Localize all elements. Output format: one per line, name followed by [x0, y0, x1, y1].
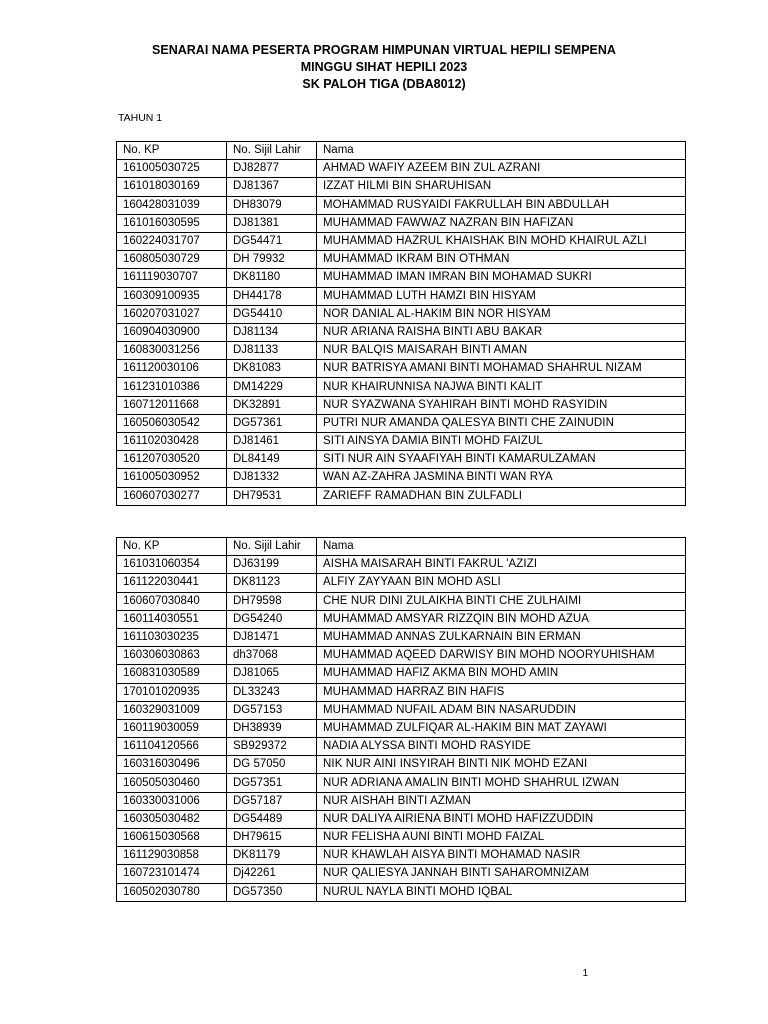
- document-title: [0, 42, 768, 93]
- nama-cell: WAN AZ-ZAHRA JASMINA BINTI WAN RYA: [317, 469, 686, 487]
- title-line-1: SENARAI NAMA PESERTA PROGRAM HIMPUNAN VIRTUAL HEPILI SEMPENA: [152, 43, 616, 57]
- nama-cell: NUR BATRISYA AMANI BINTI MOHAMAD SHAHRUL NIZAM: [317, 360, 686, 378]
- table-row: [117, 665, 686, 683]
- sijil-cell: SB929372: [227, 738, 317, 756]
- table-row: [117, 574, 686, 592]
- table-row: [117, 342, 686, 360]
- sijil-cell: DL33243: [227, 683, 317, 701]
- title-line-2: MINGGU SIHAT HEPILI 2023: [300, 60, 468, 74]
- nama-cell: AHMAD WAFIY AZEEM BIN ZUL AZRANI: [317, 160, 686, 178]
- nama-cell: NUR QALIESYA JANNAH BINTI SAHAROMNIZAM: [317, 865, 686, 883]
- sijil-cell: DK32891: [227, 396, 317, 414]
- table-row: [117, 414, 686, 432]
- nama-cell: SITI NUR AIN SYAAFIYAH BINTI KAMARULZAMAN: [317, 451, 686, 469]
- column-header-sijil: No. Sijil Lahir: [227, 142, 317, 160]
- nama-cell: MUHAMMAD IMAN IMRAN BIN MOHAMAD SUKRI: [317, 269, 686, 287]
- sijil-cell: DG57351: [227, 774, 317, 792]
- sijil-cell: DG54240: [227, 610, 317, 628]
- kp-cell: 160607030277: [117, 487, 227, 505]
- nama-cell: ZARIEFF RAMADHAN BIN ZULFADLI: [317, 487, 686, 505]
- nama-cell: NUR SYAZWANA SYAHIRAH BINTI MOHD RASYIDIN: [317, 396, 686, 414]
- kp-cell: 160330031006: [117, 792, 227, 810]
- sijil-cell: DM14229: [227, 378, 317, 396]
- sijil-cell: DG 57050: [227, 756, 317, 774]
- nama-cell: SITI AINSYA DAMIA BINTI MOHD FAIZUL: [317, 433, 686, 451]
- nama-cell: MUHAMMAD ZULFIQAR AL-HAKIM BIN MAT ZAYAWI: [317, 719, 686, 737]
- kp-cell: 160805030729: [117, 251, 227, 269]
- kp-cell: 160505030460: [117, 774, 227, 792]
- nama-cell: MUHAMMAD LUTH HAMZI BIN HISYAM: [317, 287, 686, 305]
- kp-cell: 160831030589: [117, 665, 227, 683]
- kp-cell: 161016030595: [117, 214, 227, 232]
- kp-cell: 161207030520: [117, 451, 227, 469]
- sijil-cell: DK81083: [227, 360, 317, 378]
- kp-cell: 161231010386: [117, 378, 227, 396]
- table-row: [117, 792, 686, 810]
- nama-cell: MUHAMMAD AQEED DARWISY BIN MOHD NOORYUHISHAM: [317, 647, 686, 665]
- sijil-cell: DH79615: [227, 829, 317, 847]
- nama-cell: NOR DANIAL AL-HAKIM BIN NOR HISYAM: [317, 305, 686, 323]
- sijil-cell: DJ81367: [227, 178, 317, 196]
- table-row: [117, 378, 686, 396]
- nama-cell: MUHAMMAD NUFAIL ADAM BIN NASARUDDIN: [317, 701, 686, 719]
- section-label: TAHUN 1: [118, 112, 163, 124]
- kp-cell: 161119030707: [117, 269, 227, 287]
- table-row: [117, 847, 686, 865]
- table-row: [117, 865, 686, 883]
- sijil-cell: DG57361: [227, 414, 317, 432]
- nama-cell: CHE NUR DINI ZULAIKHA BINTI CHE ZULHAIMI: [317, 592, 686, 610]
- column-header-kp: No. KP: [117, 142, 227, 160]
- table-header-row: [117, 142, 686, 160]
- kp-cell: 161103030235: [117, 628, 227, 646]
- nama-cell: NUR ADRIANA AMALIN BINTI MOHD SHAHRUL IZWAN: [317, 774, 686, 792]
- nama-cell: NUR FELISHA AUNI BINTI MOHD FAIZAL: [317, 829, 686, 847]
- nama-cell: MUHAMMAD AMSYAR RIZZQIN BIN MOHD AZUA: [317, 610, 686, 628]
- column-header-nama: Nama: [317, 538, 686, 556]
- kp-cell: 161005030952: [117, 469, 227, 487]
- sijil-cell: DJ81133: [227, 342, 317, 360]
- sijil-cell: DJ82877: [227, 160, 317, 178]
- kp-cell: 161102030428: [117, 433, 227, 451]
- nama-cell: MUHAMMAD HAZRUL KHAISHAK BIN MOHD KHAIRUL AZLI: [317, 232, 686, 250]
- table-row: [117, 647, 686, 665]
- nama-cell: ALFIY ZAYYAAN BIN MOHD ASLI: [317, 574, 686, 592]
- column-header-kp: No. KP: [117, 538, 227, 556]
- table-row: [117, 556, 686, 574]
- nama-cell: NADIA ALYSSA BINTI MOHD RASYIDE: [317, 738, 686, 756]
- participant-table-1: [116, 141, 686, 506]
- nama-cell: MOHAMMAD RUSYAIDI FAKRULLAH BIN ABDULLAH: [317, 196, 686, 214]
- sijil-cell: DG57187: [227, 792, 317, 810]
- table-row: [117, 592, 686, 610]
- nama-cell: NURUL NAYLA BINTI MOHD IQBAL: [317, 883, 686, 901]
- sijil-cell: DG54410: [227, 305, 317, 323]
- sijil-cell: DJ81471: [227, 628, 317, 646]
- table-row: [117, 269, 686, 287]
- table-row: [117, 883, 686, 901]
- kp-cell: 160506030542: [117, 414, 227, 432]
- kp-cell: 160207031027: [117, 305, 227, 323]
- table-row: [117, 683, 686, 701]
- nama-cell: PUTRI NUR AMANDA QALESYA BINTI CHE ZAINUDIN: [317, 414, 686, 432]
- table-row: [117, 701, 686, 719]
- nama-cell: MUHAMMAD ANNAS ZULKARNAIN BIN ERMAN: [317, 628, 686, 646]
- kp-cell: 170101020935: [117, 683, 227, 701]
- sijil-cell: DK81123: [227, 574, 317, 592]
- kp-cell: 160224031707: [117, 232, 227, 250]
- table-row: [117, 396, 686, 414]
- kp-cell: 160723101474: [117, 865, 227, 883]
- kp-cell: 160306030863: [117, 647, 227, 665]
- sijil-cell: DG54489: [227, 810, 317, 828]
- kp-cell: 160607030840: [117, 592, 227, 610]
- kp-cell: 160502030780: [117, 883, 227, 901]
- sijil-cell: DJ81461: [227, 433, 317, 451]
- sijil-cell: DH83079: [227, 196, 317, 214]
- sijil-cell: DH79531: [227, 487, 317, 505]
- kp-cell: 161120030106: [117, 360, 227, 378]
- sijil-cell: dh37068: [227, 647, 317, 665]
- sijil-cell: DK81179: [227, 847, 317, 865]
- table-row: [117, 360, 686, 378]
- kp-cell: 160309100935: [117, 287, 227, 305]
- sijil-cell: DL84149: [227, 451, 317, 469]
- nama-cell: MUHAMMAD IKRAM BIN OTHMAN: [317, 251, 686, 269]
- table-row: [117, 829, 686, 847]
- kp-cell: 161122030441: [117, 574, 227, 592]
- nama-cell: IZZAT HILMI BIN SHARUHISAN: [317, 178, 686, 196]
- nama-cell: MUHAMMAD FAWWAZ NAZRAN BIN HAFIZAN: [317, 214, 686, 232]
- table-row: [117, 810, 686, 828]
- kp-cell: 161018030169: [117, 178, 227, 196]
- kp-cell: 160114030551: [117, 610, 227, 628]
- sijil-cell: DG57153: [227, 701, 317, 719]
- nama-cell: NUR AISHAH BINTI AZMAN: [317, 792, 686, 810]
- table-row: [117, 774, 686, 792]
- sijil-cell: DG57350: [227, 883, 317, 901]
- kp-cell: 160428031039: [117, 196, 227, 214]
- kp-cell: 160119030059: [117, 719, 227, 737]
- table-row: [117, 305, 686, 323]
- kp-cell: 161129030858: [117, 847, 227, 865]
- sijil-cell: DJ81381: [227, 214, 317, 232]
- table-row: [117, 178, 686, 196]
- sijil-cell: DH38939: [227, 719, 317, 737]
- sijil-cell: DJ63199: [227, 556, 317, 574]
- table-row: [117, 756, 686, 774]
- kp-cell: 160316030496: [117, 756, 227, 774]
- nama-cell: AISHA MAISARAH BINTI FAKRUL 'AZIZI: [317, 556, 686, 574]
- table-row: [117, 232, 686, 250]
- table-row: [117, 160, 686, 178]
- kp-cell: 160329031009: [117, 701, 227, 719]
- sijil-cell: DJ81065: [227, 665, 317, 683]
- nama-cell: NIK NUR AINI INSYIRAH BINTI NIK MOHD EZANI: [317, 756, 686, 774]
- nama-cell: MUHAMMAD HARRAZ BIN HAFIS: [317, 683, 686, 701]
- sijil-cell: DH79598: [227, 592, 317, 610]
- nama-cell: NUR BALQIS MAISARAH BINTI AMAN: [317, 342, 686, 360]
- table-row: [117, 610, 686, 628]
- kp-cell: 160615030568: [117, 829, 227, 847]
- kp-cell: 161005030725: [117, 160, 227, 178]
- table-row: [117, 719, 686, 737]
- table-row: [117, 433, 686, 451]
- sijil-cell: DH44178: [227, 287, 317, 305]
- kp-cell: 161031060354: [117, 556, 227, 574]
- table-header-row: [117, 538, 686, 556]
- sijil-cell: DG54471: [227, 232, 317, 250]
- participant-table-2: [116, 537, 686, 902]
- table-row: [117, 469, 686, 487]
- kp-cell: 160712011668: [117, 396, 227, 414]
- kp-cell: 161104120566: [117, 738, 227, 756]
- table-row: [117, 323, 686, 341]
- column-header-sijil: No. Sijil Lahir: [227, 538, 317, 556]
- sijil-cell: DH 79932: [227, 251, 317, 269]
- table-row: [117, 214, 686, 232]
- kp-cell: 160830031256: [117, 342, 227, 360]
- table-row: [117, 251, 686, 269]
- kp-cell: 160305030482: [117, 810, 227, 828]
- sijil-cell: DK81180: [227, 269, 317, 287]
- nama-cell: MUHAMMAD HAFIZ AKMA BIN MOHD AMIN: [317, 665, 686, 683]
- sijil-cell: DJ81134: [227, 323, 317, 341]
- nama-cell: NUR ARIANA RAISHA BINTI ABU BAKAR: [317, 323, 686, 341]
- title-line-3: SK PALOH TIGA (DBA8012): [302, 77, 466, 91]
- table-row: [117, 738, 686, 756]
- table-row: [117, 196, 686, 214]
- nama-cell: NUR DALIYA AIRIENA BINTI MOHD HAFIZZUDDIN: [317, 810, 686, 828]
- column-header-nama: Nama: [317, 142, 686, 160]
- kp-cell: 160904030900: [117, 323, 227, 341]
- page-number: 1: [582, 968, 588, 979]
- table-row: [117, 451, 686, 469]
- sijil-cell: Dj42261: [227, 865, 317, 883]
- table-row: [117, 628, 686, 646]
- table-row: [117, 287, 686, 305]
- nama-cell: NUR KHAIRUNNISA NAJWA BINTI KALIT: [317, 378, 686, 396]
- nama-cell: NUR KHAWLAH AISYA BINTI MOHAMAD NASIR: [317, 847, 686, 865]
- sijil-cell: DJ81332: [227, 469, 317, 487]
- table-row: [117, 487, 686, 505]
